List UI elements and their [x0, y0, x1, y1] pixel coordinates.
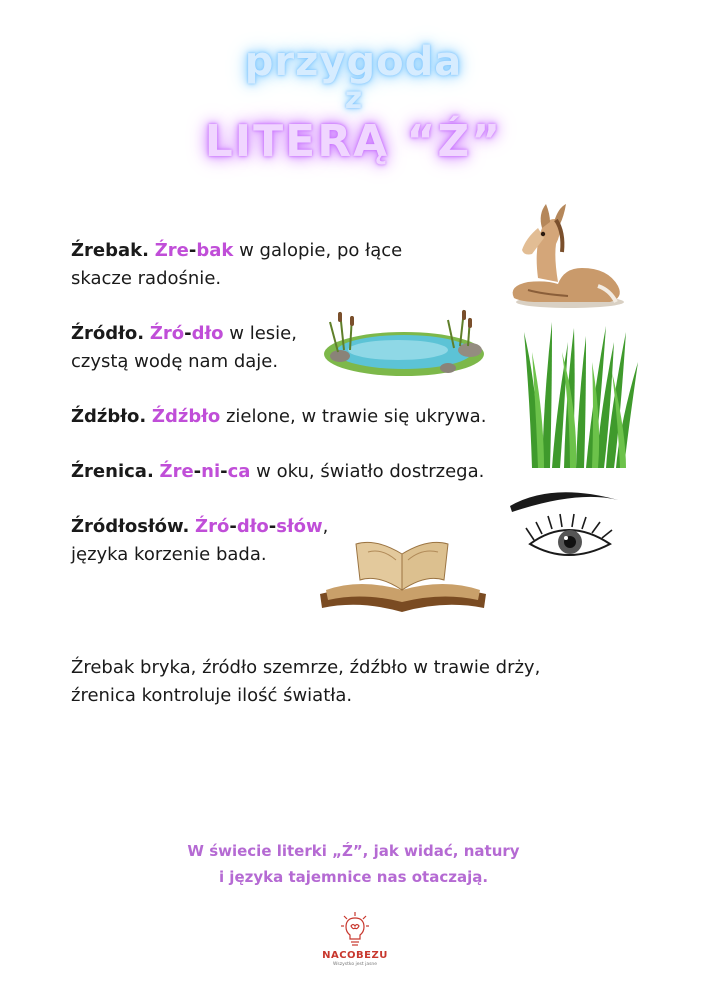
title-line-litera: LITERĄ “Ź”: [204, 116, 503, 167]
page-title: [0, 40, 707, 170]
lightbulb-brain-icon: [341, 912, 369, 946]
verse-text: ,: [322, 516, 329, 537]
verse-word: Źródłosłów.: [71, 516, 190, 537]
verse-text: w lesie,: [223, 323, 297, 344]
verse-word: Źdźbło.: [71, 406, 147, 427]
syllable: Źró: [195, 516, 230, 537]
verse-text-line2: skacze radośnie.: [71, 268, 222, 289]
syllable: słów: [276, 516, 323, 537]
verse-word: Źrebak.: [71, 240, 149, 261]
eye-illustration: [508, 482, 620, 568]
old-book-illustration: [316, 534, 490, 616]
syllable: bak: [196, 240, 234, 261]
footer-line1: W świecie literki „Ź”, jak widać, natury: [187, 842, 520, 860]
logo-tagline: Wszystko jest jasne: [332, 962, 378, 967]
logo-name: NACOBEZU: [322, 950, 388, 961]
syllable: Źre: [154, 240, 189, 261]
title-line-z: z: [344, 81, 363, 116]
verse-zdzblo: [71, 403, 486, 431]
syllable: Źró: [149, 323, 185, 344]
verse-zrenica: [71, 458, 484, 486]
verse-word: Źrenica.: [71, 461, 154, 482]
grass-illustration: [522, 322, 640, 468]
verse-text-line2: języka korzenie bada.: [71, 544, 267, 565]
verse-zrebak: [71, 237, 402, 293]
syllable-separator: -: [193, 461, 202, 482]
syllable: dło: [191, 323, 224, 344]
verse-text-line2: czystą wodę nam daje.: [71, 351, 279, 372]
title-line-przygoda: przygoda: [244, 39, 463, 85]
summary-text: [71, 654, 540, 710]
syllable: dło: [236, 516, 269, 537]
footer-text: [0, 838, 707, 890]
verse-text: zielone, w trawie się ukrywa.: [220, 406, 487, 427]
syllable: ni: [201, 461, 221, 482]
syllable-separator: -: [184, 323, 192, 344]
footer-line2: i języka tajemnice nas otaczają.: [218, 868, 489, 886]
syllable-separator: -: [188, 240, 197, 261]
foal-illustration: [498, 198, 626, 310]
syllable: Źdźbło: [151, 406, 221, 427]
syllable-separator: -: [220, 461, 228, 482]
verse-word: Źródło.: [71, 323, 145, 344]
summary-line2: źrenica kontroluje ilość światła.: [71, 685, 353, 706]
verse-zrodloslow: [71, 513, 328, 569]
verse-text: w oku, światło dostrzega.: [250, 461, 485, 482]
syllable: Źre: [159, 461, 194, 482]
summary-line1: Źrebak bryka, źródło szemrze, źdźbło w trawie drży,: [71, 657, 541, 678]
syllable-separator: -: [268, 516, 277, 537]
syllable-separator: -: [229, 516, 237, 537]
syllable: ca: [227, 461, 251, 482]
verse-text: w galopie, po łące: [233, 240, 403, 261]
verse-zrodlo: [71, 320, 297, 376]
brand-logo: [313, 912, 397, 968]
pond-illustration: [320, 306, 486, 380]
